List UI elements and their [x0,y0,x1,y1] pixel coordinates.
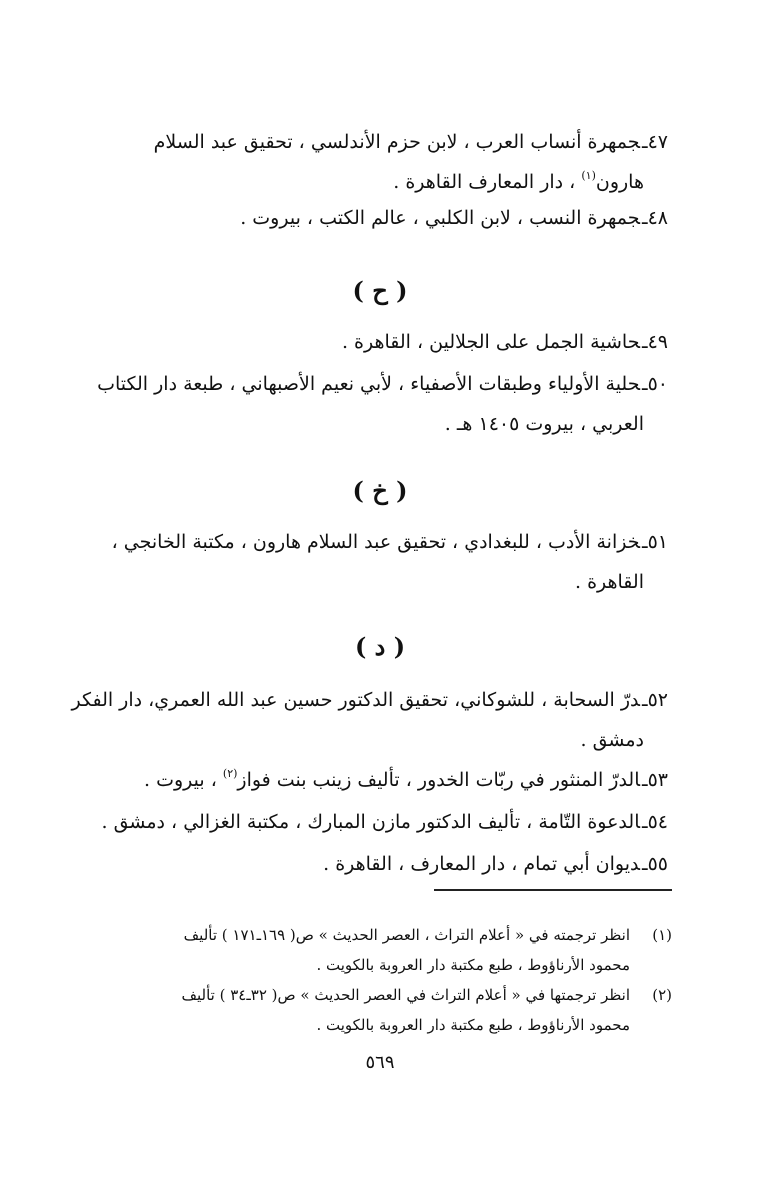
entry-continuation: القاهرة . [574,571,644,593]
footnote-continuation: محمود الأرناؤوط ، طبع مكتبة دار العروبة بالكويت . [316,956,630,974]
section-heading-kha: ( خ ) [352,476,408,505]
bibliography-entry-52 [71,680,668,760]
footnote-ref[interactable]: (٢) [222,767,238,780]
entry-number: ٤٩ـ [642,331,668,353]
entry-text: ، دار المعارف القاهرة . [393,171,582,193]
entry-number: ٥٤ـ [642,811,668,833]
entry-line [97,364,668,404]
entry-number: ٥٣ـ [642,769,668,791]
entry-number: ٤٨ـ [642,207,668,229]
entry-continuation: دمشق . [580,729,644,751]
entry-number: ٤٧ـ [642,131,668,153]
entry-text: جمهرة النسب ، لابن الكلبي ، عالم الكتب ، بيروت . [240,207,640,229]
entry-line [100,802,668,842]
entry-number: ٥١ـ [642,531,668,553]
entry-line [71,680,668,720]
footnote-text: انظر ترجمته في « أعلام التراث ، العصر الحديث » ص( ١٦٩ـ١٧١ ) تأليف [183,926,630,944]
footnote-ref[interactable]: (١) [581,169,596,182]
bibliography-entry-53 [100,760,668,800]
entry-text: خزانة الأدب ، للبغدادي ، تحقيق عبد السلام هارون ، مكتبة الخانجي ، [111,531,640,553]
page-number: ٥٦٩ [365,1052,395,1073]
entry-number: ٥٢ـ [642,689,668,711]
footnote-continuation: محمود الأرناؤوط ، طبع مكتبة دار العروبة بالكويت . [316,1016,630,1034]
bibliography-entry-50 [97,364,668,444]
entry-line [100,522,668,562]
entry-text: الدعوة التّامة ، تأليف الدكتور مازن المبارك ، مكتبة الغزالي ، دمشق . [101,811,640,833]
footnote-separator [434,889,672,891]
entry-line [100,760,668,800]
section-heading-dal: ( د ) [354,632,406,661]
footnote-2 [100,980,672,1040]
bibliography-entry-54 [100,802,668,842]
footnote-1 [100,920,672,980]
entry-text: حلية الأولياء وطبقات الأصفياء ، لأبي نعيم الأصبهاني ، طبعة دار الكتاب [97,373,640,395]
bibliography-entry-55 [100,844,668,884]
footnote-line [100,980,672,1010]
bibliography-entry-48 [100,198,668,238]
entry-line [100,844,668,884]
footnote-line [100,920,672,950]
entry-text: حاشية الجمل على الجلالين ، القاهرة . [341,331,640,353]
entry-number: ٥٥ـ [642,853,668,875]
entry-text: ، بيروت . [144,769,223,791]
entry-line [100,122,668,162]
footnote-text: انظر ترجمتها في « أعلام التراث في العصر الحديث » ص( ٣٢ـ٣٤ ) تأليف [181,986,630,1004]
bibliography-entry-49 [100,322,668,362]
footnote-number: (٢) [652,986,672,1004]
bibliography-entry-47 [100,122,668,202]
entry-text: درّ السحابة ، للشوكاني، تحقيق الدكتور حسين عبد الله العمري، دار الفكر [71,689,640,711]
entry-text: الدرّ المنثور في ربّات الخدور ، تأليف زينب بنت فواز [237,769,640,791]
entry-text: هارون [595,171,644,193]
bibliography-entry-51 [100,522,668,602]
entry-text: ديوان أبي تمام ، دار المعارف ، القاهرة . [323,853,640,875]
entry-line [100,198,668,238]
entry-number: ٥٠ـ [642,373,668,395]
section-heading-ha: ( ح ) [352,276,408,305]
entry-text: جمهرة أنساب العرب ، لابن حزم الأندلسي ، تحقيق عبد السلام [153,131,640,153]
entry-continuation: العربي ، بيروت ١٤٠٥ هـ . [444,413,644,435]
entry-line [100,322,668,362]
entry-continuation [100,162,668,202]
footnote-number: (١) [652,926,672,944]
